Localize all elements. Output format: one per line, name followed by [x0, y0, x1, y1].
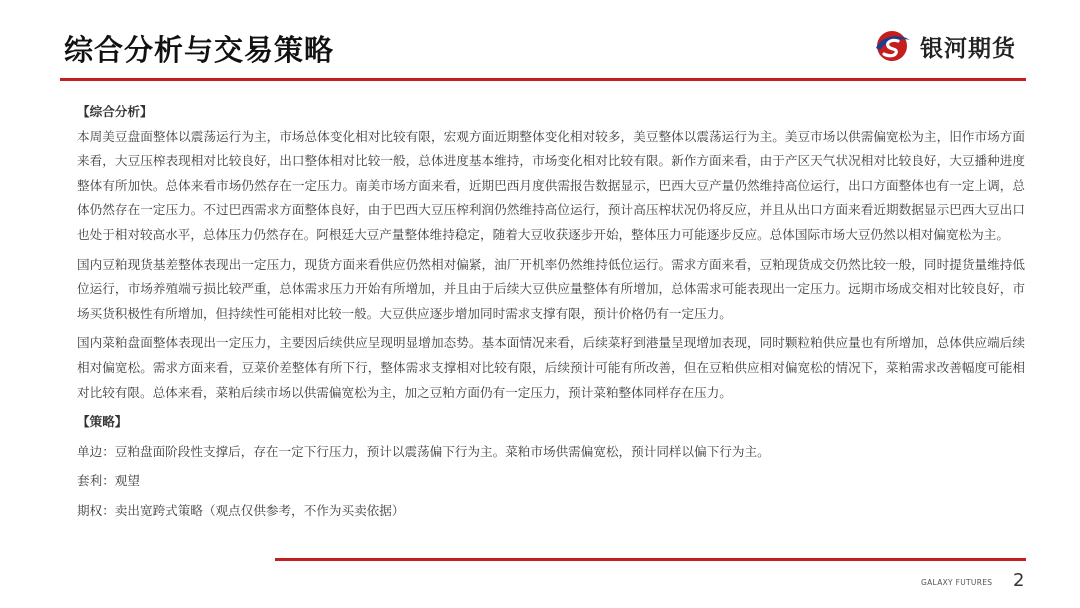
strategy-heading: 【策略】: [77, 414, 128, 430]
analysis-paragraph-soymeal: 国内豆粕现货基差整体表现出一定压力，现货方面来看供应仍然相对偏紧，油厂开机率仍然维持低位运行。需求方面来看，豆粕现货成交仍然比较一般，同时提货量维持低位运行，市场养殖端亏损比较严重，总体需求压力开始有所增加，并且由于后续大豆供应量整体有所增加，总体需求可能表现出一定压力。远期市场成交相对比较良好，市场买货积极性有所增加，但持续性可能相对比较一般。大豆供应逐步增加同时需求支撑有限，预计价格仍有一定压力。: [77, 256, 1025, 321]
strategy-item-options: 期权：卖出宽跨式策略（观点仅供参考，不作为买卖依据）: [77, 502, 405, 518]
analysis-heading: 【综合分析】: [77, 104, 153, 119]
analysis-paragraph-rapeseed-meal: 国内菜粕盘面整体表现出一定压力，主要因后续供应呈现明显增加态势。基本面情况来看，后续菜籽到港量呈现增加表现，同时颗粒粕供应量也有所增加，总体供应端后续相对偏宽松。需求方面来看，豆菜价差整体有所下行，整体需求支撑相对比较有限，后续预计可能有所改善，但在豆粕供应相对偏宽松的情况下，菜粕需求改善幅度可能相对比较有限。总体来看，菜粕后续市场以供需偏宽松为主，加之豆粕方面仍有一定压力，预计菜粕整体同样存在压力。: [77, 335, 1025, 400]
footer-divider: [275, 558, 1026, 561]
page-number: 2: [1013, 570, 1025, 591]
header-divider: [60, 78, 1026, 81]
strategy-item-single-side: 单边：豆粕盘面阶段性支撑后，存在一定下行压力，预计以震荡偏下行为主。菜粕市场供需偏宽松，预计同样以偏下行为主。: [77, 443, 770, 459]
strategy-item-arbitrage: 套利：观望: [77, 473, 140, 489]
galaxy-futures-logo-icon: [872, 28, 912, 64]
logo-text: 银河期货: [920, 35, 1016, 62]
page-title: 综合分析与交易策略: [64, 33, 335, 67]
analysis-paragraph-soybean: 本周美豆盘面整体以震荡运行为主，市场总体变化相对比较有限，宏观方面近期整体变化相对较多，美豆整体以震荡运行为主。美豆市场以供需偏宽松为主，旧作市场方面来看，大豆压榨表现相对比较良好，出口整体相对比较一般，总体进度基本维持，市场变化相对比较有限。新作方面来看，由于产区天气状况相对比较良好，大豆播种进度整体有所加快。总体来看市场仍然存在一定压力。南美市场方面来看，近期巴西月度供需报告数据显示，巴西大豆产量仍然维持高位运行，出口方面整体也有一定上调，总体仍然存在一定压力。不过巴西需求方面整体良好，由于巴西大豆压榨利润仍然维持高位运行，预计高压榨状况仍将反应，并且从出口方面来看近期数据显示巴西大豆出口也处于相对较高水平，总体压力仍然存在。阿根廷大豆产量整体维持稳定，随着大豆收获逐步开始，整体压力可能逐步反应。总体国际市场大豆仍然以相对偏宽松为主。: [77, 128, 1025, 242]
footer-brand: GALAXY FUTURES: [921, 578, 993, 587]
company-logo: [872, 28, 1016, 64]
main-content: [77, 100, 1025, 524]
